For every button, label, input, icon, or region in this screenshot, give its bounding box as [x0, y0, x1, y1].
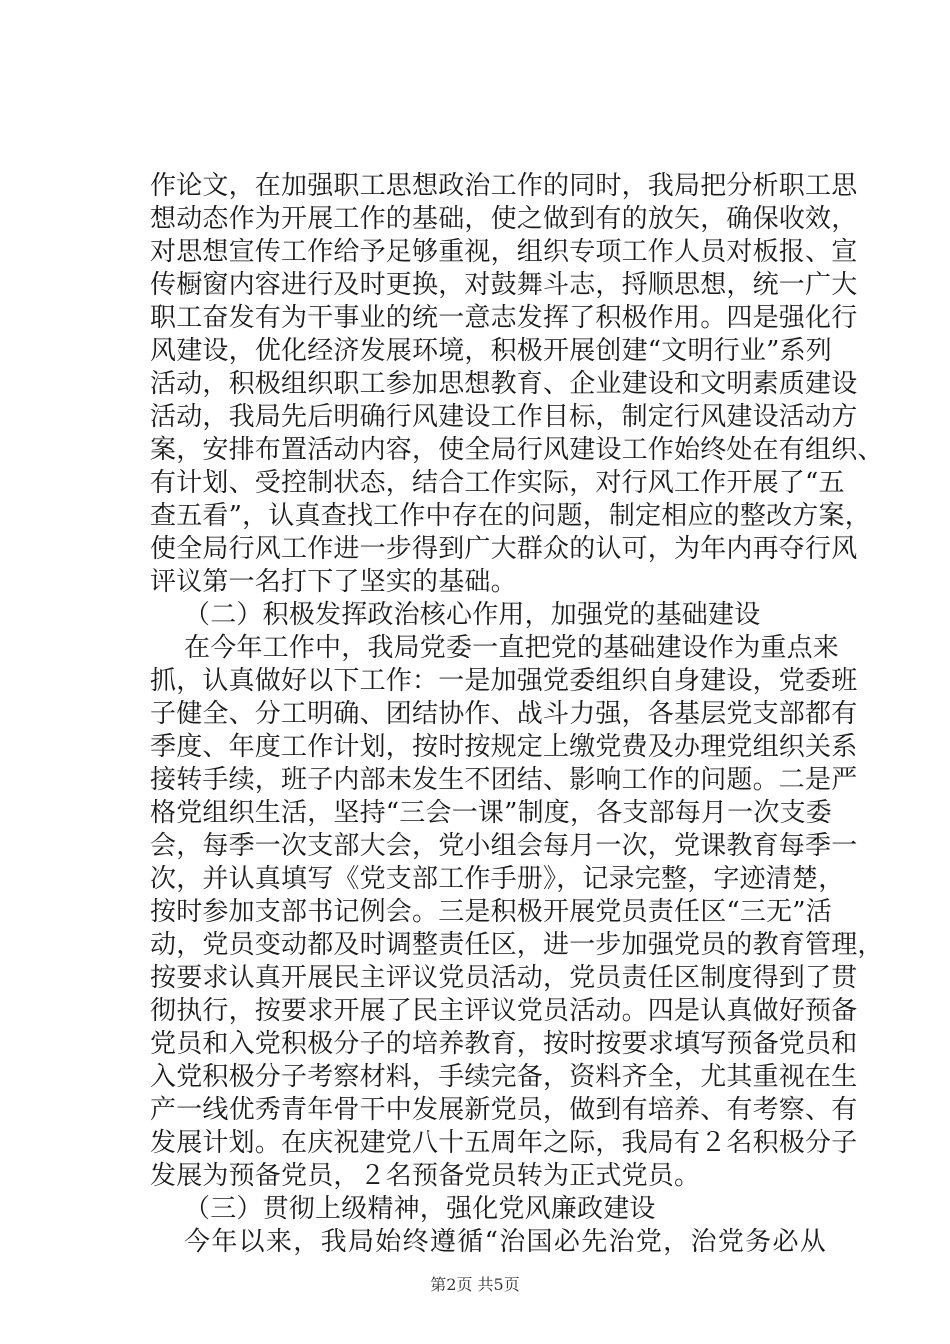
paragraph-start-line: 今年以来，我局始终遵循“治国必先治党，治党务必从: [184, 1227, 826, 1257]
text-line: 动，党员变动都及时调整责任区，进一步加强党员的教育管理，: [150, 930, 884, 960]
text-line: 对思想宣传工作给予足够重视，组织专项工作人员对板报、宣: [150, 237, 858, 267]
text-line: 入党积极分子考察材料，手续完备，资料齐全，尤其重视在生: [150, 1062, 858, 1092]
text-line: 会，每季一次支部大会，党小组会每月一次，党课教育每季一: [150, 831, 858, 861]
text-line: 季度、年度工作计划，按时按规定上缴党费及办理党组织关系: [150, 732, 858, 762]
paragraph-start-line: 在今年工作中，我局党委一直把党的基础建设作为重点来: [184, 633, 840, 663]
text-line: 使全局行风工作进一步得到广大群众的认可，为年内再夺行风: [150, 534, 858, 564]
section-heading-3: （三）贯彻上级精神，强化党风廉政建设: [184, 1194, 656, 1224]
text-line: 发展计划。在庆祝建党八十五周年之际，我局有２名积极分子: [150, 1128, 858, 1158]
section-heading-2: （二）积极发挥政治核心作用，加强党的基础建设: [184, 600, 761, 630]
text-line: 子健全、分工明确、团结协作、战斗力强，各基层党支部都有: [150, 699, 858, 729]
text-line: 按要求认真开展民主评议党员活动，党员责任区制度得到了贯: [150, 963, 858, 993]
text-line: 次，并认真填写《党支部工作手册》，记录完整，字迹清楚，: [150, 864, 845, 894]
text-line: 活动，积极组织职工参加思想教育、企业建设和文明素质建设: [150, 369, 858, 399]
text-line: 风建设，优化经济发展环境，积极开展创建“文明行业”系列: [150, 336, 832, 366]
text-line: 按时参加支部书记例会。三是积极开展党员责任区“三无”活: [150, 897, 832, 927]
text-line: 格党组织生活，坚持“三会一课”制度，各支部每月一次支委: [150, 798, 832, 828]
text-line: 抓，认真做好以下工作：一是加强党委组织自身建设，党委班: [150, 666, 858, 696]
paragraph-end-line: 发展为预备党员，２名预备党员转为正式党员。: [150, 1161, 701, 1191]
text-line: 接转手续，班子内部未发生不团结、影响工作的问题。二是严: [150, 765, 858, 795]
text-line: 案，安排布置活动内容，使全局行风建设工作始终处在有组织、: [150, 435, 884, 465]
paragraph-end-line: 评议第一名打下了坚实的基础。: [150, 567, 517, 597]
text-line: 查五看”，认真查找工作中存在的问题，制定相应的整改方案，: [150, 501, 871, 531]
text-line: 党员和入党积极分子的培养教育，按时按要求填写预备党员和: [150, 1029, 858, 1059]
text-line: 职工奋发有为干事业的统一意志发挥了积极作用。四是强化行: [150, 303, 858, 333]
document-body: [150, 170, 884, 1259]
text-line: 活动，我局先后明确行风建设工作目标，制定行风建设活动方: [150, 402, 858, 432]
text-line: 有计划、受控制状态，结合工作实际，对行风工作开展了“五: [150, 468, 845, 498]
text-line: 产一线优秀青年骨干中发展新党员，做到有培养、有考察、有: [150, 1095, 858, 1125]
text-line: 传橱窗内容进行及时更换，对鼓舞斗志，捋顺思想，统一广大: [150, 270, 858, 300]
text-line: 想动态作为开展工作的基础，使之做到有的放矢，确保收效，: [150, 204, 858, 234]
text-line: 彻执行，按要求开展了民主评议党员活动。四是认真做好预备: [150, 996, 858, 1026]
text-line: 作论文，在加强职工思想政治工作的同时，我局把分析职工思: [150, 171, 858, 201]
page-number-footer: 第2页 共5页: [430, 1275, 520, 1294]
